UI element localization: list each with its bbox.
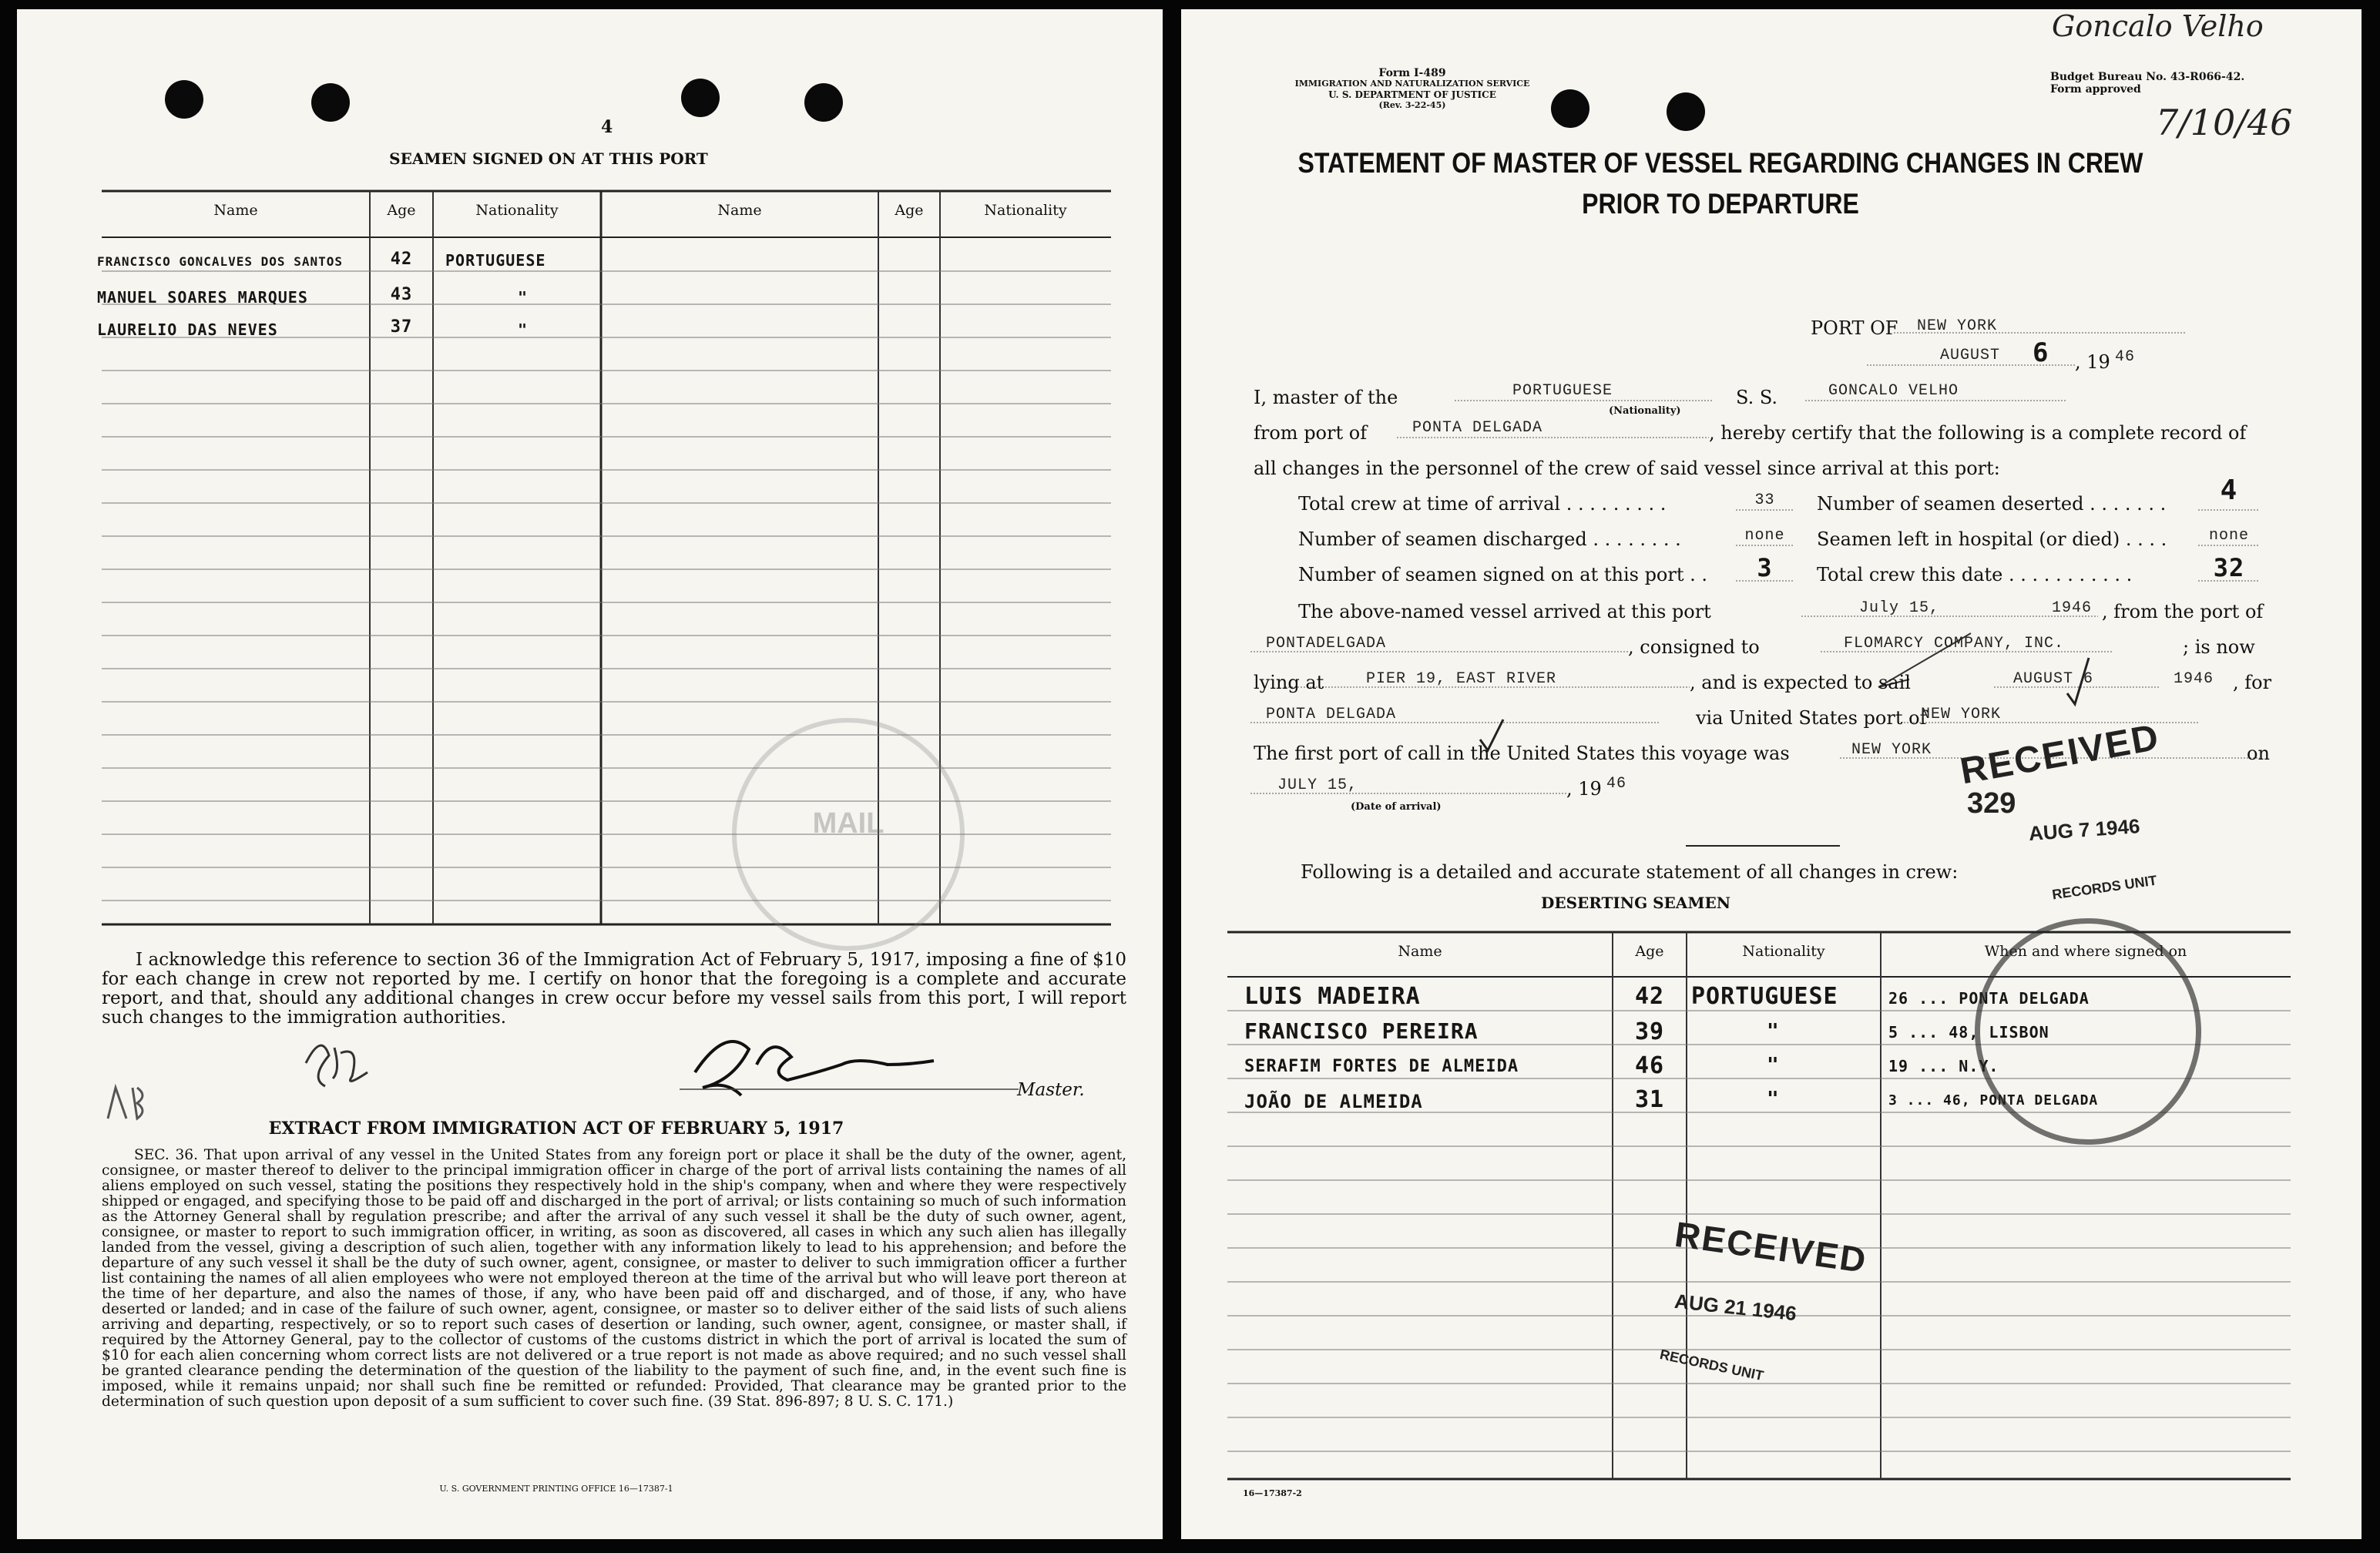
deserted-label: Number of seamen deserted . . . . . . . [1817, 493, 2167, 515]
from-port-value: PONTA DELGADA [1412, 419, 1543, 437]
seaman-age: 43 [390, 285, 413, 304]
received-stamp-1: RECEIVED [1957, 716, 2163, 793]
nationality-caption: (Nationality) [1609, 405, 1681, 417]
stamp-date-1: AUG 7 1946 [2028, 813, 2141, 846]
deserter-name: FRANCISCO PEREIRA [1244, 1018, 1479, 1044]
deserter-age: 39 [1634, 1018, 1665, 1045]
hospital-count: none [2208, 527, 2249, 545]
mail-stamp: MAIL [732, 718, 965, 951]
from-port-of-label: , from the port of [2102, 601, 2264, 622]
total-crew-date: 32 [2213, 553, 2245, 582]
section-title: SEAMEN SIGNED ON AT THIS PORT [389, 149, 708, 168]
deserter-signed-on: 3 ... 46, PONTA DELGADA [1888, 1092, 2099, 1109]
deserter-nationality: " [1767, 1054, 1780, 1077]
for-label: , for [2233, 672, 2272, 693]
first-port-label: The first port of call in the United States this voyage was [1254, 743, 1790, 764]
col-name: Name [1398, 943, 1442, 960]
total-crew-arrival: 33 [1754, 491, 1775, 509]
arrived-year: 1946 [2052, 599, 2093, 617]
handwritten-vessel-name: Goncalo Velho [2052, 9, 2264, 43]
master-of-label: I, master of the [1254, 387, 1398, 408]
deserter-name: JOÃO DE ALMEIDA [1244, 1091, 1423, 1112]
seaman-age: 42 [390, 250, 413, 269]
hospital-label: Seamen left in hospital (or died) . . . . [1817, 528, 2167, 550]
col-age-2: Age [895, 202, 924, 219]
stamp-unit-1: RECORDS UNIT [2051, 872, 2158, 903]
sail-date: AUGUST 6 [2013, 670, 2094, 688]
acknowledgment-text: I acknowledge this reference to section 36 of the Immigration Act of February 5, 1917, imposing a fine of $10 for each change in crew not reported by me. I certify on honor that the foregoing is a complete and accurate report, and that, should any additional changes in crew occur before my vessel sails from this port, I will report such changes to the immigration authorities. [102, 950, 1126, 1028]
deserter-age: 42 [1634, 983, 1665, 1010]
nationality-value: PORTUGUESE [1512, 382, 1613, 400]
left-page [17, 9, 1163, 1539]
ss-label: S. S. [1736, 387, 1778, 408]
lying-at: PIER 19, EAST RIVER [1366, 670, 1557, 688]
deserter-age: 31 [1634, 1086, 1665, 1113]
col-when-where: When and where signed on [1984, 943, 2187, 960]
discharged-label: Number of seamen discharged . . . . . . . . [1298, 528, 1681, 550]
consigned-label: , consigned to [1628, 636, 1760, 658]
right-page [1181, 9, 2362, 1539]
printing-office: U. S. GOVERNMENT PRINTING OFFICE 16—17387-1 [439, 1484, 673, 1494]
via-port: NEW YORK [1921, 706, 2002, 723]
agency-line-1: IMMIGRATION AND NATURALIZATION SERVICE [1294, 79, 1530, 89]
signed-on-label: Number of seamen signed on at this port . . [1298, 564, 1708, 585]
seaman-name: FRANCISCO GONCALVES DOS SANTOS [97, 254, 343, 269]
seaman-name: LAURELIO DAS NEVES [97, 320, 278, 339]
col-name: Name [213, 202, 258, 219]
certify-text: , hereby certify that the following is a complete record of [1709, 422, 2247, 444]
master-label: Master. [1017, 1080, 1085, 1100]
seaman-nationality: " [518, 288, 529, 307]
seaman-nationality: PORTUGUESE [445, 251, 546, 270]
form-title: STATEMENT OF MASTER OF VESSEL REGARDING CHANGES IN CREW PRIOR TO DEPARTURE [1297, 146, 2143, 220]
first-port-year: 46 [1606, 775, 1627, 793]
deserter-nationality: " [1767, 1088, 1780, 1111]
col-age: Age [1635, 943, 1664, 960]
port-value: NEW YORK [1917, 317, 1998, 335]
deserter-signed-on: 26 ... PONTA DELGADA [1888, 989, 2090, 1008]
budget-bureau: Budget Bureau No. 43-R066-42. Form approved [2050, 71, 2245, 96]
seaman-nationality: " [518, 320, 529, 339]
extract-text: SEC. 36. That upon arrival of any vessel in the United States from any foreign port or place it shall be the duty of the owner, agent, consignee, or master thereof to deliver to the principal immigration officer in charge of the port of arrival lists containing the names of all aliens employed on such vessel, stating the positions they respectively hold in the ship's company, when and where they were respectively shipped or engaged, and specifying those to be paid off and discharged in the port of arrival; or lists containing so much of such information as the Attorney General shall by regulation prescribe; and after the arrival of any such vessel it shall be the duty of such owner, agent, consignee, or master to report to such immigration officer, in writing, as soon as discovered, all cases in which any such alien has illegally landed from the vessel, giving a description of such alien, together with any information likely to lead to his apprehension; and before the departure of any such vessel it shall be the duty of such owner, agent, consignee, or master to deliver to such immigration officer a further list containing the names of all alien employees who were not employed thereon at the time of the arrival but who will leave port thereon at the time of her departure, and also the names of those, if any, who have been paid off and discharged, and of those, if any, who have deserted or landed; and in case of the failure of such owner, agent, consignee, or master so to deliver either of the said lists of such aliens arriving and departing, respectively, or so to report such cases of desertion or landing, such owner, agent, consignee, or master shall, if required by the Attorney General, pay to the collector of customs of the customs district in which the port of arrival is located the sum of $10 for each alien concerning whom correct lists are not delivered or a true report is not made as above required; and no such vessel shall be granted clearance pending the determination of the question of the liability to the payment of such fine, and, in the event such fine is imposed, while it remains unpaid; nor shall such fine be remitted or refunded: Provided, That clearance may be granted prior to the determination of such question upon deposit of a sum sufficient to cover such fine. (39 Stat. 896-897; 8 U. S. C. 171.) [102, 1147, 1126, 1410]
sail-year: 1946 [2174, 670, 2214, 688]
col-nationality: Nationality [1742, 943, 1825, 960]
deserting-title: DESERTING SEAMEN [1541, 894, 1730, 912]
stamp-unit-2: RECORDS UNIT [1658, 1346, 1765, 1384]
total-crew-arrival-label: Total crew at time of arrival . . . . . . . . . [1298, 493, 1667, 515]
consignee: FLOMARCY COMPANY, INC. [1844, 635, 2065, 652]
deserter-name: LUIS MADEIRA [1244, 983, 1421, 1010]
col-nationality-2: Nationality [984, 202, 1067, 219]
seaman-age: 37 [390, 317, 413, 337]
total-crew-date-label: Total crew this date . . . . . . . . . . . [1817, 564, 2133, 585]
date-of-arrival-caption: (Date of arrival) [1351, 801, 1442, 813]
arrived-label: The above-named vessel arrived at this port [1298, 601, 1711, 622]
is-now-label: ; is now [2183, 636, 2255, 658]
date-year-prefix: , 19 [2075, 351, 2110, 373]
discharged-count: none [1744, 527, 1785, 545]
deserter-nationality: " [1767, 1020, 1780, 1043]
arrived-from: PONTADELGADA [1266, 635, 1387, 652]
first-port-year-prefix: , 19 [1566, 778, 1602, 800]
date-day: 6 [2033, 337, 2049, 368]
handwritten-date: 7/10/46 [2156, 102, 2293, 143]
stamp-date-2: AUG 21 1946 [1673, 1289, 1798, 1326]
expected-label: , and is expected to sail [1690, 672, 1911, 693]
deserter-name: SERAFIM FORTES DE ALMEIDA [1244, 1057, 1519, 1076]
signed-on-count: 3 [1757, 553, 1773, 582]
received-stamp-2: RECEIVED [1672, 1213, 1870, 1281]
stamp-number: 329 [1967, 787, 2016, 820]
arrived-date: July 15, [1859, 599, 1940, 617]
form-number: Form I-489 [1378, 67, 1446, 79]
extract-title: EXTRACT FROM IMMIGRATION ACT OF FEBRUARY 5, 1917 [268, 1119, 844, 1139]
all-changes-text: all changes in the personnel of the crew of said vessel since arrival at this port: [1254, 458, 2000, 479]
revision: (Rev. 3-22-45) [1378, 100, 1446, 110]
destination: PONTA DELGADA [1266, 706, 1397, 723]
col-name-2: Name [717, 202, 762, 219]
footer-code: 16—17387-2 [1243, 1488, 1302, 1498]
first-port: NEW YORK [1851, 741, 1932, 759]
col-nationality: Nationality [475, 202, 559, 219]
lying-at-label: lying at [1254, 672, 1324, 693]
following-text: Following is a detailed and accurate statement of all changes in crew: [1301, 861, 1959, 883]
first-port-date: JULY 15, [1277, 776, 1358, 794]
deserter-age: 46 [1634, 1052, 1665, 1079]
deserter-signed-on: 19 ... N.Y. [1888, 1057, 1999, 1075]
agency-line-2: U. S. DEPARTMENT OF JUSTICE [1328, 89, 1496, 100]
via-label: via United States port of [1696, 707, 1927, 729]
port-label: PORT OF [1811, 317, 1898, 339]
on-label: on [2247, 743, 2270, 764]
deserted-count: 4 [2220, 475, 2238, 506]
date-year: 46 [2115, 348, 2136, 366]
deserter-nationality: PORTUGUESE [1691, 983, 1838, 1010]
from-port-label: from port of [1254, 422, 1368, 444]
col-age: Age [387, 202, 416, 219]
date-month: AUGUST [1940, 347, 2001, 364]
seaman-name: MANUEL SOARES MARQUES [97, 288, 308, 307]
vessel-name: GONCALO VELHO [1828, 382, 1959, 400]
page-number: 4 [601, 117, 613, 137]
deserter-signed-on: 5 ... 48, LISBON [1888, 1023, 2049, 1041]
